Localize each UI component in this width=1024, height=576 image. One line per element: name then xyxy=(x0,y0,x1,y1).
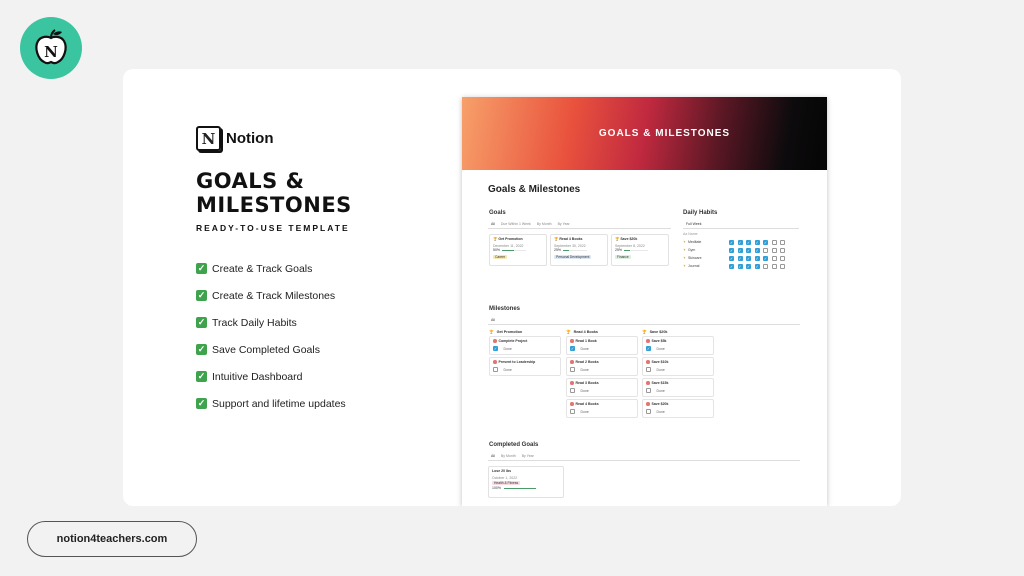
notion-logo-icon: N xyxy=(196,126,221,151)
milestone-name: Save $10k xyxy=(651,360,669,364)
brand-name: Notion xyxy=(226,130,274,147)
milestone-name: Present to Leadership xyxy=(498,360,536,364)
trophy-icon: 🏆 xyxy=(554,237,559,241)
done-label: Done xyxy=(503,367,512,372)
tab-due-week[interactable]: Due Within 1 Week xyxy=(500,222,531,226)
habit-name: Skincare xyxy=(687,256,702,260)
goal-pct: 25% xyxy=(554,248,562,252)
habit-checkbox[interactable]: ✓ xyxy=(755,263,759,269)
milestone-dot-icon xyxy=(570,339,574,343)
completed-goal-pct: 100% xyxy=(492,486,501,490)
habit-checkbox[interactable]: ✓ xyxy=(729,263,734,269)
habit-icon: ✦ xyxy=(683,264,686,268)
milestone-dot-icon xyxy=(570,402,574,406)
habit-row xyxy=(683,238,799,246)
habit-checkbox[interactable] xyxy=(772,248,777,253)
habit-row xyxy=(683,262,799,270)
feature-list xyxy=(196,262,346,424)
habit-checkbox[interactable]: ✓ xyxy=(755,255,759,261)
milestone-card[interactable] xyxy=(642,399,714,418)
done-checkbox[interactable]: ✓ xyxy=(493,346,498,351)
goal-name: 🏆 Get Promotion xyxy=(493,237,523,241)
checkmark-icon: ✓ xyxy=(197,398,206,408)
checkmark-icon: ✓ xyxy=(197,263,206,273)
goals-heading: Goals xyxy=(489,210,506,216)
milestone-name: Complete Project xyxy=(498,339,528,343)
done-checkbox[interactable] xyxy=(646,409,651,414)
habit-name: Journal xyxy=(687,264,700,268)
done-checkbox[interactable] xyxy=(646,367,651,372)
goal-name: 🏆 Read 4 Books xyxy=(554,237,583,241)
hero-subtitle: READY-TO-USE TEMPLATE xyxy=(196,223,350,233)
logo-letter: N xyxy=(44,43,58,61)
trophy-icon: 🏆 xyxy=(642,330,647,334)
milestone-column-title: Get Promotion xyxy=(496,330,523,334)
progress-bar xyxy=(504,488,536,490)
brand-logo xyxy=(20,17,82,79)
habit-checkbox[interactable] xyxy=(780,256,785,261)
habit-checkbox[interactable]: ✓ xyxy=(729,247,734,253)
main-card xyxy=(123,69,901,506)
progress-bar xyxy=(563,250,587,252)
milestone-card[interactable] xyxy=(566,378,638,397)
tab-by-year[interactable]: By Year xyxy=(557,222,570,226)
tab-all[interactable]: All xyxy=(491,222,495,226)
feature-item: ✓ Save Completed Goals xyxy=(197,343,320,356)
milestone-dot-icon xyxy=(493,360,497,364)
milestone-card[interactable] xyxy=(642,378,714,397)
milestones-heading: Milestones xyxy=(489,306,521,312)
milestone-dot-icon xyxy=(646,381,650,385)
habit-checkbox[interactable]: ✓ xyxy=(746,255,751,261)
milestone-card[interactable] xyxy=(642,336,714,355)
feature-item: ✓ Support and lifetime updates xyxy=(197,397,346,410)
goal-date: December 11, 2022 xyxy=(493,244,524,248)
habit-checkbox[interactable] xyxy=(780,248,785,253)
milestone-name: Save $20k xyxy=(651,402,669,406)
milestone-name: Read 3 Books xyxy=(575,381,599,385)
hero-title: GOALS & MILESTONES xyxy=(196,169,352,217)
habit-checkbox[interactable]: ✓ xyxy=(738,263,742,269)
milestone-card[interactable] xyxy=(566,399,638,418)
habit-grid xyxy=(683,230,799,270)
feature-item: ✓ Create & Track Milestones xyxy=(197,289,336,302)
milestone-dot-icon xyxy=(570,360,574,364)
goal-card[interactable] xyxy=(489,234,547,266)
habit-checkbox[interactable] xyxy=(763,264,768,269)
tab-all[interactable]: All xyxy=(491,454,495,458)
trophy-icon: 🏆 xyxy=(493,237,498,241)
milestones-tabs xyxy=(491,318,495,322)
completed-heading: Completed Goals xyxy=(489,442,539,448)
cover-banner xyxy=(462,97,827,170)
done-label: Done xyxy=(580,346,589,351)
goal-pct: 25% xyxy=(615,248,623,252)
habit-checkbox[interactable] xyxy=(772,240,777,245)
completed-goal-name: Lose 20 lbs xyxy=(492,469,512,473)
done-checkbox[interactable]: ✓ xyxy=(570,346,575,351)
divider xyxy=(683,228,799,229)
completed-goal-card[interactable] xyxy=(488,466,564,498)
habit-checkbox[interactable]: ✓ xyxy=(746,239,751,245)
habit-checkbox[interactable] xyxy=(780,240,785,245)
milestone-name: Read 1 Book xyxy=(575,339,597,343)
milestone-column-title: Save $20k xyxy=(649,330,668,334)
completed-goal-tag: Health & Fitness xyxy=(494,481,519,485)
habit-checkbox[interactable]: ✓ xyxy=(738,247,742,253)
done-label: Done xyxy=(580,409,589,414)
progress-bar xyxy=(502,250,526,252)
habit-checkbox[interactable] xyxy=(780,264,785,269)
habit-checkbox[interactable]: ✓ xyxy=(746,263,751,269)
cover-text: GOALS & MILESTONES xyxy=(598,128,731,139)
milestone-card[interactable] xyxy=(489,357,561,376)
checkmark-icon: ✓ xyxy=(197,371,206,381)
done-label: Done xyxy=(656,367,665,372)
feature-item: ✓ Intuitive Dashboard xyxy=(197,370,303,383)
goal-pct: 50% xyxy=(493,248,501,252)
goal-tag: Finance xyxy=(617,255,629,259)
milestone-column xyxy=(566,328,638,420)
website-link[interactable]: notion4teachers.com xyxy=(27,521,197,557)
habit-checkbox[interactable]: ✓ xyxy=(755,247,759,253)
progress-bar xyxy=(624,250,648,252)
milestone-card[interactable] xyxy=(566,357,638,376)
done-checkbox[interactable]: ✓ xyxy=(646,346,651,351)
goal-date: September 30, 2022 xyxy=(554,244,586,248)
done-label: Done xyxy=(656,346,665,351)
goal-date: September 8, 2022 xyxy=(615,244,645,248)
habit-checkbox[interactable]: ✓ xyxy=(738,255,742,261)
milestone-name: Read 4 Books xyxy=(575,402,599,406)
goal-name: 🏆 Save $20k xyxy=(615,237,638,241)
habit-checkbox[interactable]: ✓ xyxy=(755,239,759,245)
milestone-column-title: Read 4 Books xyxy=(573,330,598,334)
habit-checkbox[interactable]: ✓ xyxy=(729,255,734,261)
habits-tabs xyxy=(686,222,702,226)
completed-tabs xyxy=(491,454,534,458)
milestone-dot-icon xyxy=(493,339,497,343)
milestone-name: Save $15k xyxy=(651,381,669,385)
habit-checkbox[interactable] xyxy=(772,264,777,269)
feature-item: ✓ Create & Track Goals xyxy=(197,262,313,275)
done-checkbox[interactable] xyxy=(646,388,651,393)
divider xyxy=(488,228,671,229)
checkmark-icon: ✓ xyxy=(197,344,206,354)
done-label: Done xyxy=(580,388,589,393)
habit-checkbox[interactable]: ✓ xyxy=(738,239,742,245)
feature-item: ✓ Track Daily Habits xyxy=(197,316,297,329)
habit-row xyxy=(683,254,799,262)
habit-checkbox[interactable] xyxy=(772,256,777,261)
tab-by-month[interactable]: By Month xyxy=(500,454,516,458)
milestone-dot-icon xyxy=(570,381,574,385)
habit-checkbox[interactable] xyxy=(763,248,768,253)
milestone-dot-icon xyxy=(646,360,650,364)
habit-name: Meditate xyxy=(687,240,702,244)
done-checkbox[interactable] xyxy=(570,388,575,393)
milestone-column xyxy=(642,328,714,420)
done-label: Done xyxy=(503,346,512,351)
notion-brand xyxy=(196,126,273,151)
habit-icon: ✦ xyxy=(683,248,686,252)
milestone-dot-icon xyxy=(646,402,650,406)
milestone-card[interactable] xyxy=(642,357,714,376)
trophy-icon: 🏆 xyxy=(615,237,620,241)
habit-checkbox[interactable]: ✓ xyxy=(763,255,768,261)
completed-goal-date: October 1, 2022 xyxy=(492,476,518,480)
divider xyxy=(488,324,800,325)
page-title: Goals & Milestones xyxy=(488,184,581,195)
checkmark-icon: ✓ xyxy=(197,290,206,300)
done-checkbox[interactable] xyxy=(570,367,575,372)
tab-all[interactable]: All xyxy=(491,318,495,322)
goal-card[interactable] xyxy=(611,234,669,266)
tab-by-month[interactable]: By Month xyxy=(536,222,552,226)
goal-card[interactable] xyxy=(550,234,608,266)
done-checkbox[interactable] xyxy=(493,367,498,372)
done-label: Done xyxy=(580,367,589,372)
habit-checkbox[interactable]: ✓ xyxy=(763,239,768,245)
template-preview xyxy=(462,97,827,506)
habit-checkbox[interactable]: ✓ xyxy=(729,239,734,245)
habit-icon: ✦ xyxy=(683,256,686,260)
tab-by-year[interactable]: By Year xyxy=(521,454,534,458)
goals-tabs xyxy=(491,222,570,226)
habits-heading: Daily Habits xyxy=(683,210,718,216)
trophy-icon: 🏆 xyxy=(489,330,494,334)
trophy-icon: 🏆 xyxy=(566,330,571,334)
milestone-name: Save $5k xyxy=(651,339,667,343)
done-label: Done xyxy=(656,388,665,393)
apple-notion-icon xyxy=(28,25,74,71)
milestone-card[interactable] xyxy=(489,336,561,355)
checkmark-icon: ✓ xyxy=(197,317,206,327)
goal-tag: Career xyxy=(495,255,506,259)
tab-full-week[interactable]: Full Week xyxy=(686,222,702,226)
milestone-dot-icon xyxy=(646,339,650,343)
habit-row xyxy=(683,246,799,254)
milestone-name: Read 2 Books xyxy=(575,360,599,364)
habit-checkbox[interactable]: ✓ xyxy=(746,247,751,253)
goal-tag: Personal Development xyxy=(556,255,590,259)
habit-header-row: Aa Name xyxy=(683,232,698,236)
milestone-column xyxy=(489,328,561,378)
habit-name: Gym xyxy=(687,248,696,252)
divider xyxy=(488,460,800,461)
milestone-card[interactable] xyxy=(566,336,638,355)
habit-icon: ✦ xyxy=(683,240,686,244)
done-checkbox[interactable] xyxy=(570,409,575,414)
done-label: Done xyxy=(656,409,665,414)
